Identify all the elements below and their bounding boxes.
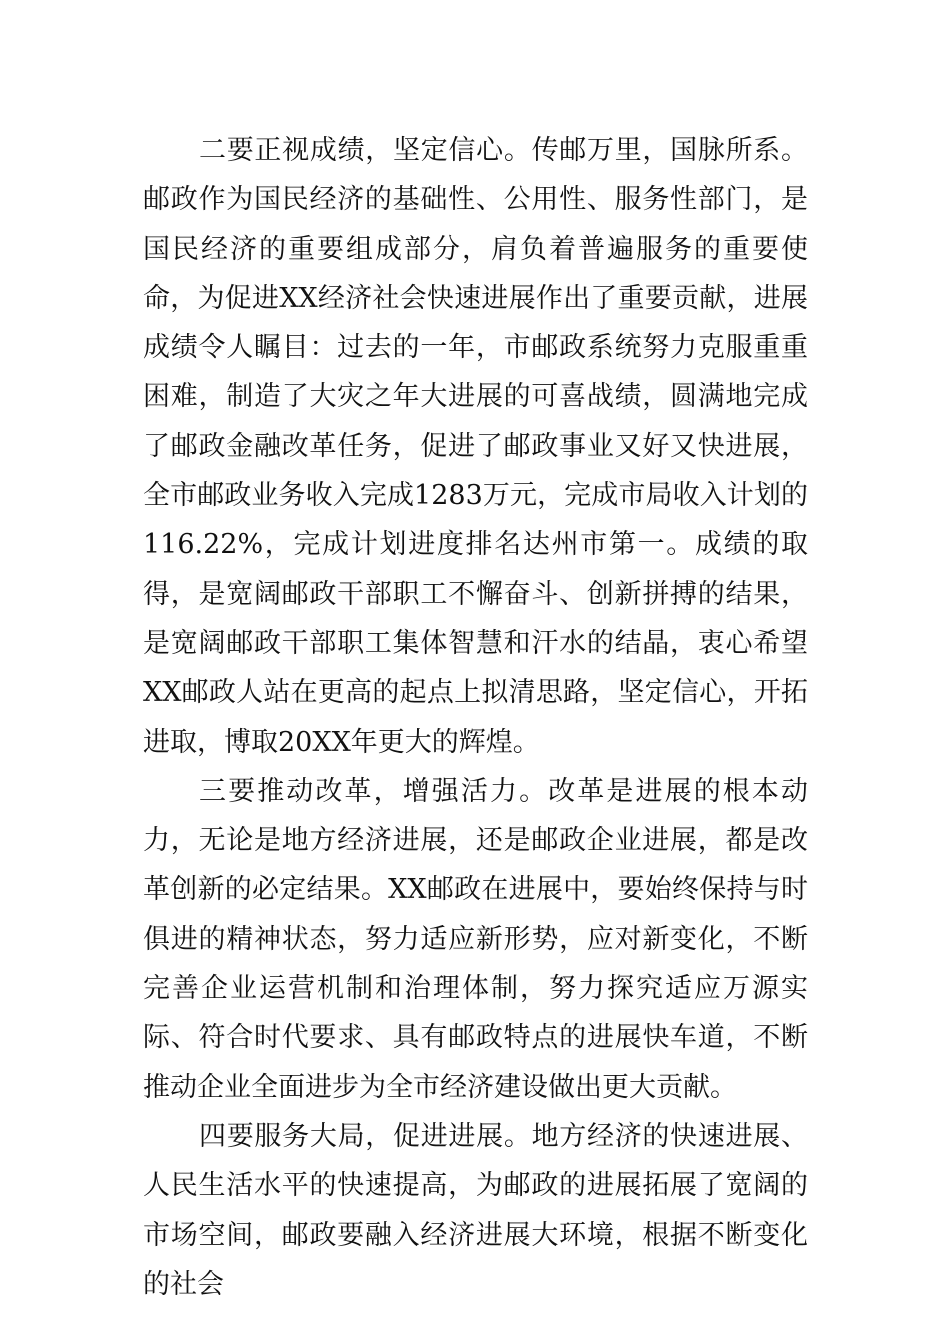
paragraph-3: 三要推动改革，增强活力。改革是进展的根本动力，无论是地方经济进展，还是邮政企业进展，都是改革创新的必定结果。XX邮政在进展中，要始终保持与时俱进的精神状态，努力适应新形势，应对新变化，不断完善企业运营机制和治理体制，努力探究适应万源实际、符合时代要求、具有邮政特点的进展快车道，不断推动企业全面进步为全市经济建设做出更大贡献。: [143, 775, 809, 1103]
paragraph-2: 二要正视成绩，坚定信心。传邮万里，国脉所系。邮政作为国民经济的基础性、公用性、服务性部门，是国民经济的重要组成部分，肩负着普遍服务的重要使命，为促进XX经济社会快速进展作出了重要贡献，进展成绩令人瞩目：过去的一年，市邮政系统努力克服重重困难，制造了大灾之年大进展的可喜战绩，圆满地完成了邮政金融改革任务，促进了邮政事业又好又快进展，全市邮政业务收入完成1283万元，完成市局收入计划的116.22%，完成计划进度排名达州市第一。成绩的取得，是宽阔邮政干部职工不懈奋斗、创新拼搏的结果，是宽阔邮政干部职工集体智慧和汗水的结晶，衷心希望XX邮政人站在更高的起点上拟清思路，坚定信心，开拓进取，博取20XX年更大的辉煌。: [143, 135, 809, 758]
body-text: [143, 126, 808, 1309]
paragraph-4: 四要服务大局，促进进展。地方经济的快速进展、人民生活水平的快速提高，为邮政的进展拓展了宽阔的市场空间，邮政要融入经济进展大环境，根据不断变化的社会: [143, 1120, 809, 1300]
